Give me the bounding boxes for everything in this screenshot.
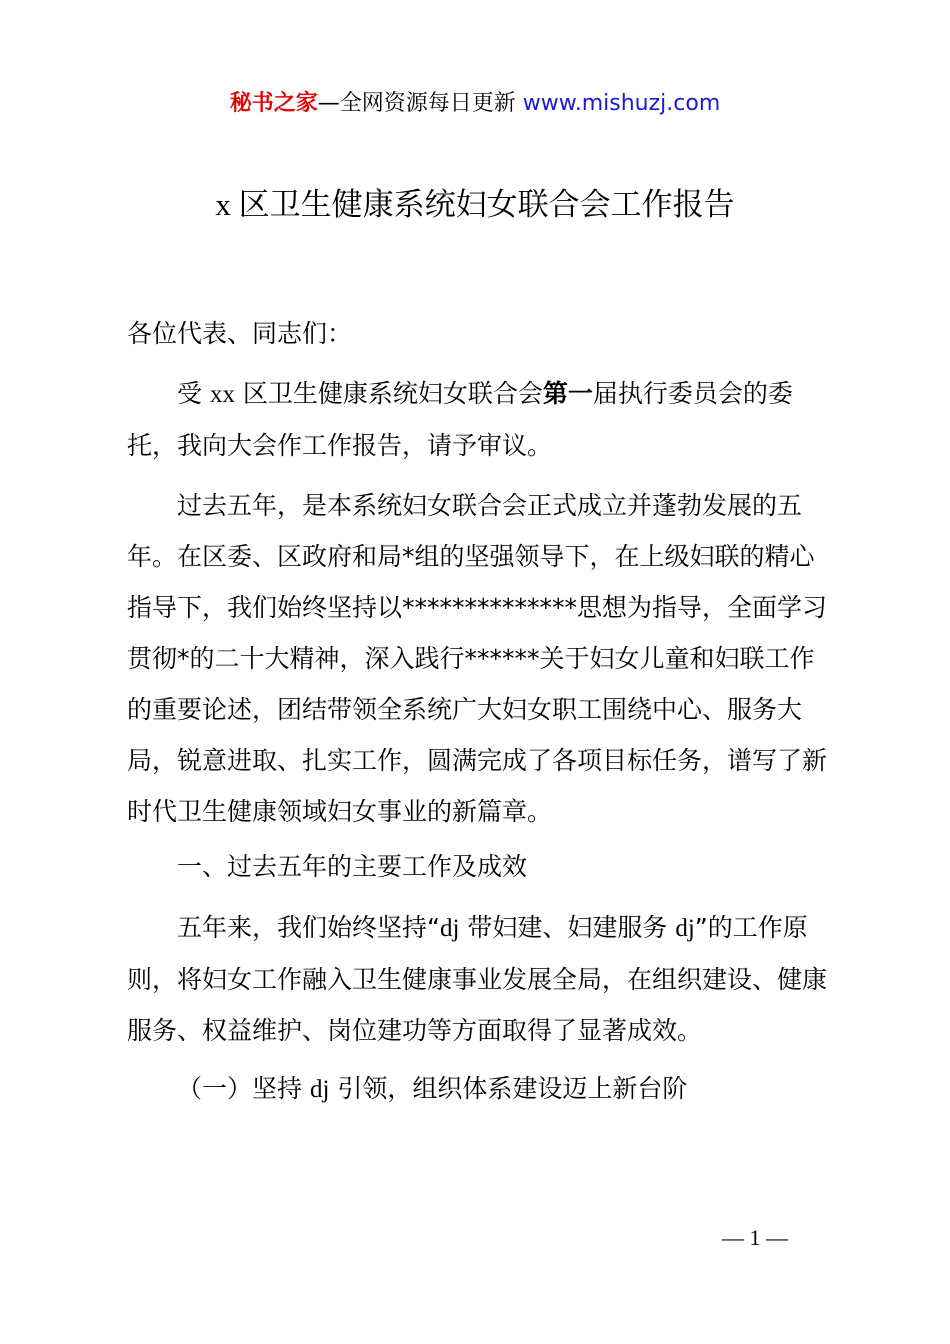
brand-name: 秘书之家 (229, 91, 318, 116)
salutation: 各位代表、同志们： (127, 319, 353, 348)
site-url-link[interactable]: www.mishuzj.com (522, 91, 721, 116)
site-header (0, 88, 950, 120)
bold-term: 第一 (542, 379, 593, 408)
paragraph-intro: 受 xx 区卫生健康系统妇女联合会第一届执行委员会的委托，我向大会作工作报告，请予审议。 (127, 379, 793, 460)
paragraph-review: 过去五年，是本系统妇女联合会正式成立并蓬勃发展的五年。在区委、区政府和局*组的坚强领导下，在上级妇联的精心指导下，我们始终坚持以**************思想为指导，全面学习贯彻*的二十大精神，深入践行******关于妇女儿童和妇联工作的重要论述，团结带领全系统广大妇女职工围绕中心、服务大局，锐意进取、扎实工作，圆满完成了各项目标任务，谱写了新时代卫生健康领域妇女事业的新篇章。 (127, 491, 828, 826)
subsection-heading-1: （一）坚持 dj 引领，组织体系建设迈上新台阶 (177, 1074, 688, 1103)
paragraph-achievements: 五年来，我们始终坚持“dj 带妇建、妇建服务 dj”的工作原则，将妇女工作融入卫生健康事业发展全局，在组织建设、健康服务、权益维护、岗位建功等方面取得了显著成效。 (127, 913, 828, 1045)
document-title (0, 183, 950, 227)
header-tagline: —全网资源每日更新 (317, 91, 523, 116)
title-prefix: x (215, 187, 239, 222)
page-number: — 1 — (722, 1225, 788, 1250)
title-main: 区卫生健康系统妇女联合会工作报告 (238, 187, 735, 223)
section-heading-1: 一、过去五年的主要工作及成效 (177, 852, 528, 881)
